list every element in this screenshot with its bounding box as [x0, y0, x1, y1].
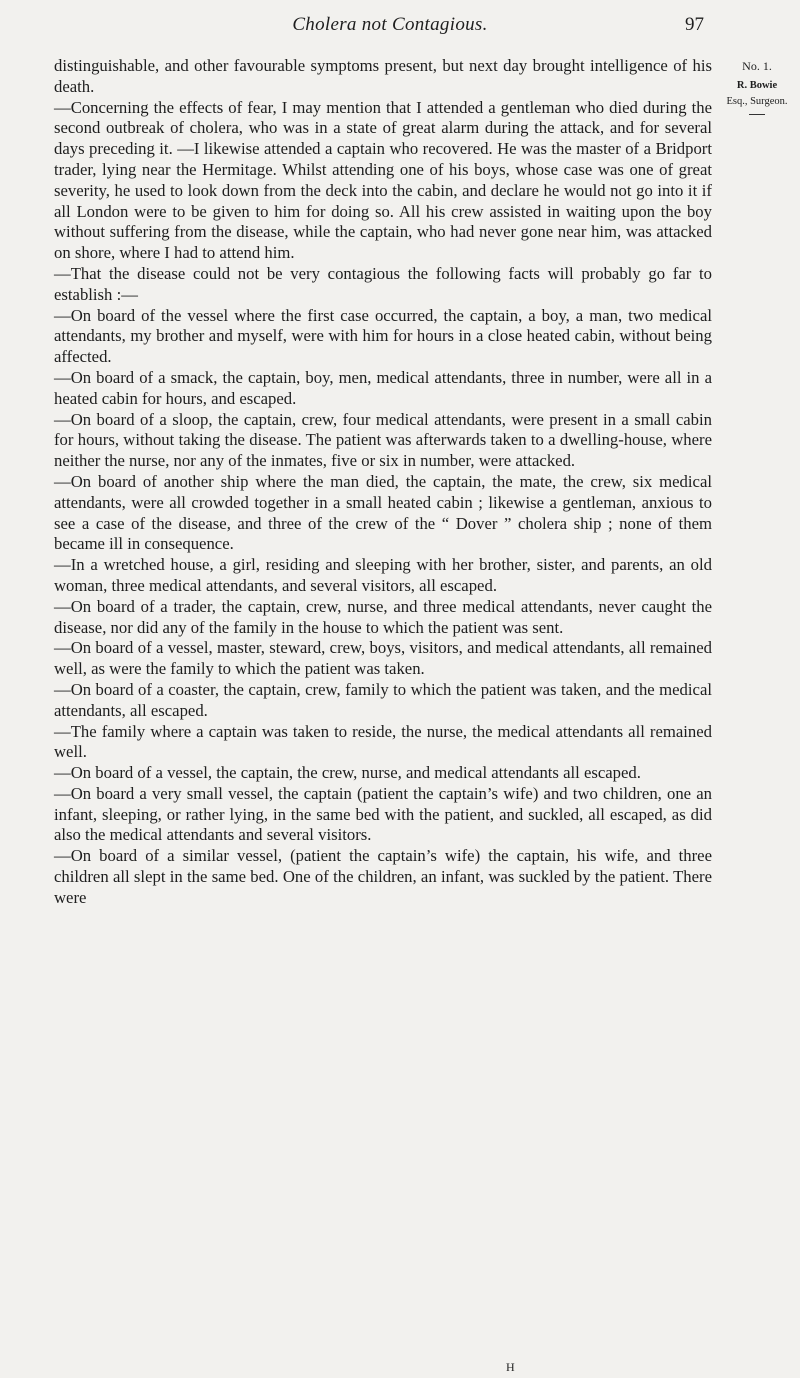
margin-note: [722, 60, 792, 115]
paragraph: distinguishable, and other favourable symptoms present, but next day brought intelligence of his death.: [54, 56, 712, 96]
paragraph: —On board of another ship where the man died, the captain, the mate, the crew, six medical attendants, were all crowded together in a small heated cabin ; likewise a gentleman, anxious to see a case of the disease, and three of the crew of the “ Dover ” cholera ship ; none of them became ill in consequence.: [54, 471, 712, 554]
paragraph: —On board of a vessel, master, steward, crew, boys, visitors, and medical attendants, all remained well, as were the family to which the patient was taken.: [54, 638, 712, 679]
paragraph: —In a wretched house, a girl, residing and sleeping with her brother, sister, and parents, an old woman, three medical attendants, and several visitors, all escaped.: [54, 555, 712, 595]
witness-number: No. 1.: [742, 59, 772, 73]
paragraph: —On board of a trader, the captain, crew, nurse, and three medical attendants, never caught the disease, nor did any of the family in the house to which the patient was sent.: [54, 596, 712, 637]
paragraph: —On board of a coaster, the captain, crew, family to which the patient was taken, and the medical attendants, all escaped.: [54, 679, 712, 720]
paragraph: —On board a very small vessel, the captain (patient the captain’s wife) and two children, one an infant, sleeping, or rather lying, in the same bed with the patient, and suckled, all escaped, as did also the medical attendants and several visitors.: [54, 783, 712, 845]
page-number: 97: [685, 14, 704, 35]
witness-title: Esq., Surgeon.: [726, 96, 788, 107]
paragraph: —On board of a similar vessel, (patient the captain’s wife) the captain, his wife, and three children all slept in the same bed. One of the children, an infant, was suckled by the patient. There were: [54, 846, 712, 907]
paragraph: —The family where a captain was taken to reside, the nurse, the medical attendants all remained well.: [54, 721, 712, 762]
witness-name: R. Bowie: [736, 80, 778, 91]
paragraph: —Concerning the effects of fear, I may mention that I attended a gentleman who died during the second outbreak of cholera, who was in a state of great alarm during the attack, and for several days preceding it. —I likewise attended a captain who recovered. He was the master of a Bridport trader, lying near the Hermitage. Whilst attending one of his boys, whose case was one of great severity, he used to look down from the deck into the cabin, and declare he would not go into it if all London were to be given to him for doing so. All his crew assisted in waiting upon the boy without suffering from the disease, while the captain, who had never gone near him, was attacked on shore, where I had to attend him.: [54, 97, 712, 263]
paragraph: —On board of a smack, the captain, boy, men, medical attendants, three in number, were all in a heated cabin for hours, and escaped.: [54, 367, 712, 408]
paragraph: —On board of a vessel, the captain, the crew, nurse, and medical attendants all escaped.: [54, 763, 641, 783]
body-text: [54, 56, 712, 909]
page-header: [60, 14, 720, 42]
signature-mark: H: [506, 1360, 515, 1374]
running-title: Cholera not Contagious.: [292, 14, 488, 35]
paragraph: —On board of the vessel where the first case occurred, the captain, a boy, a man, two medical attendants, my brother and myself, were with him for hours in a close heated cabin, without being affected.: [54, 305, 712, 367]
margin-rule: [749, 114, 765, 115]
paragraph: —On board of a sloop, the captain, crew, four medical attendants, were present in a small cabin for hours, without taking the disease. The patient was afterwards taken to a dwelling-house, where neither the nurse, nor any of the inmates, five or six in number, were attacked.: [54, 409, 712, 471]
paragraph: —That the disease could not be very contagious the following facts will probably go far to establish :—: [54, 263, 712, 304]
